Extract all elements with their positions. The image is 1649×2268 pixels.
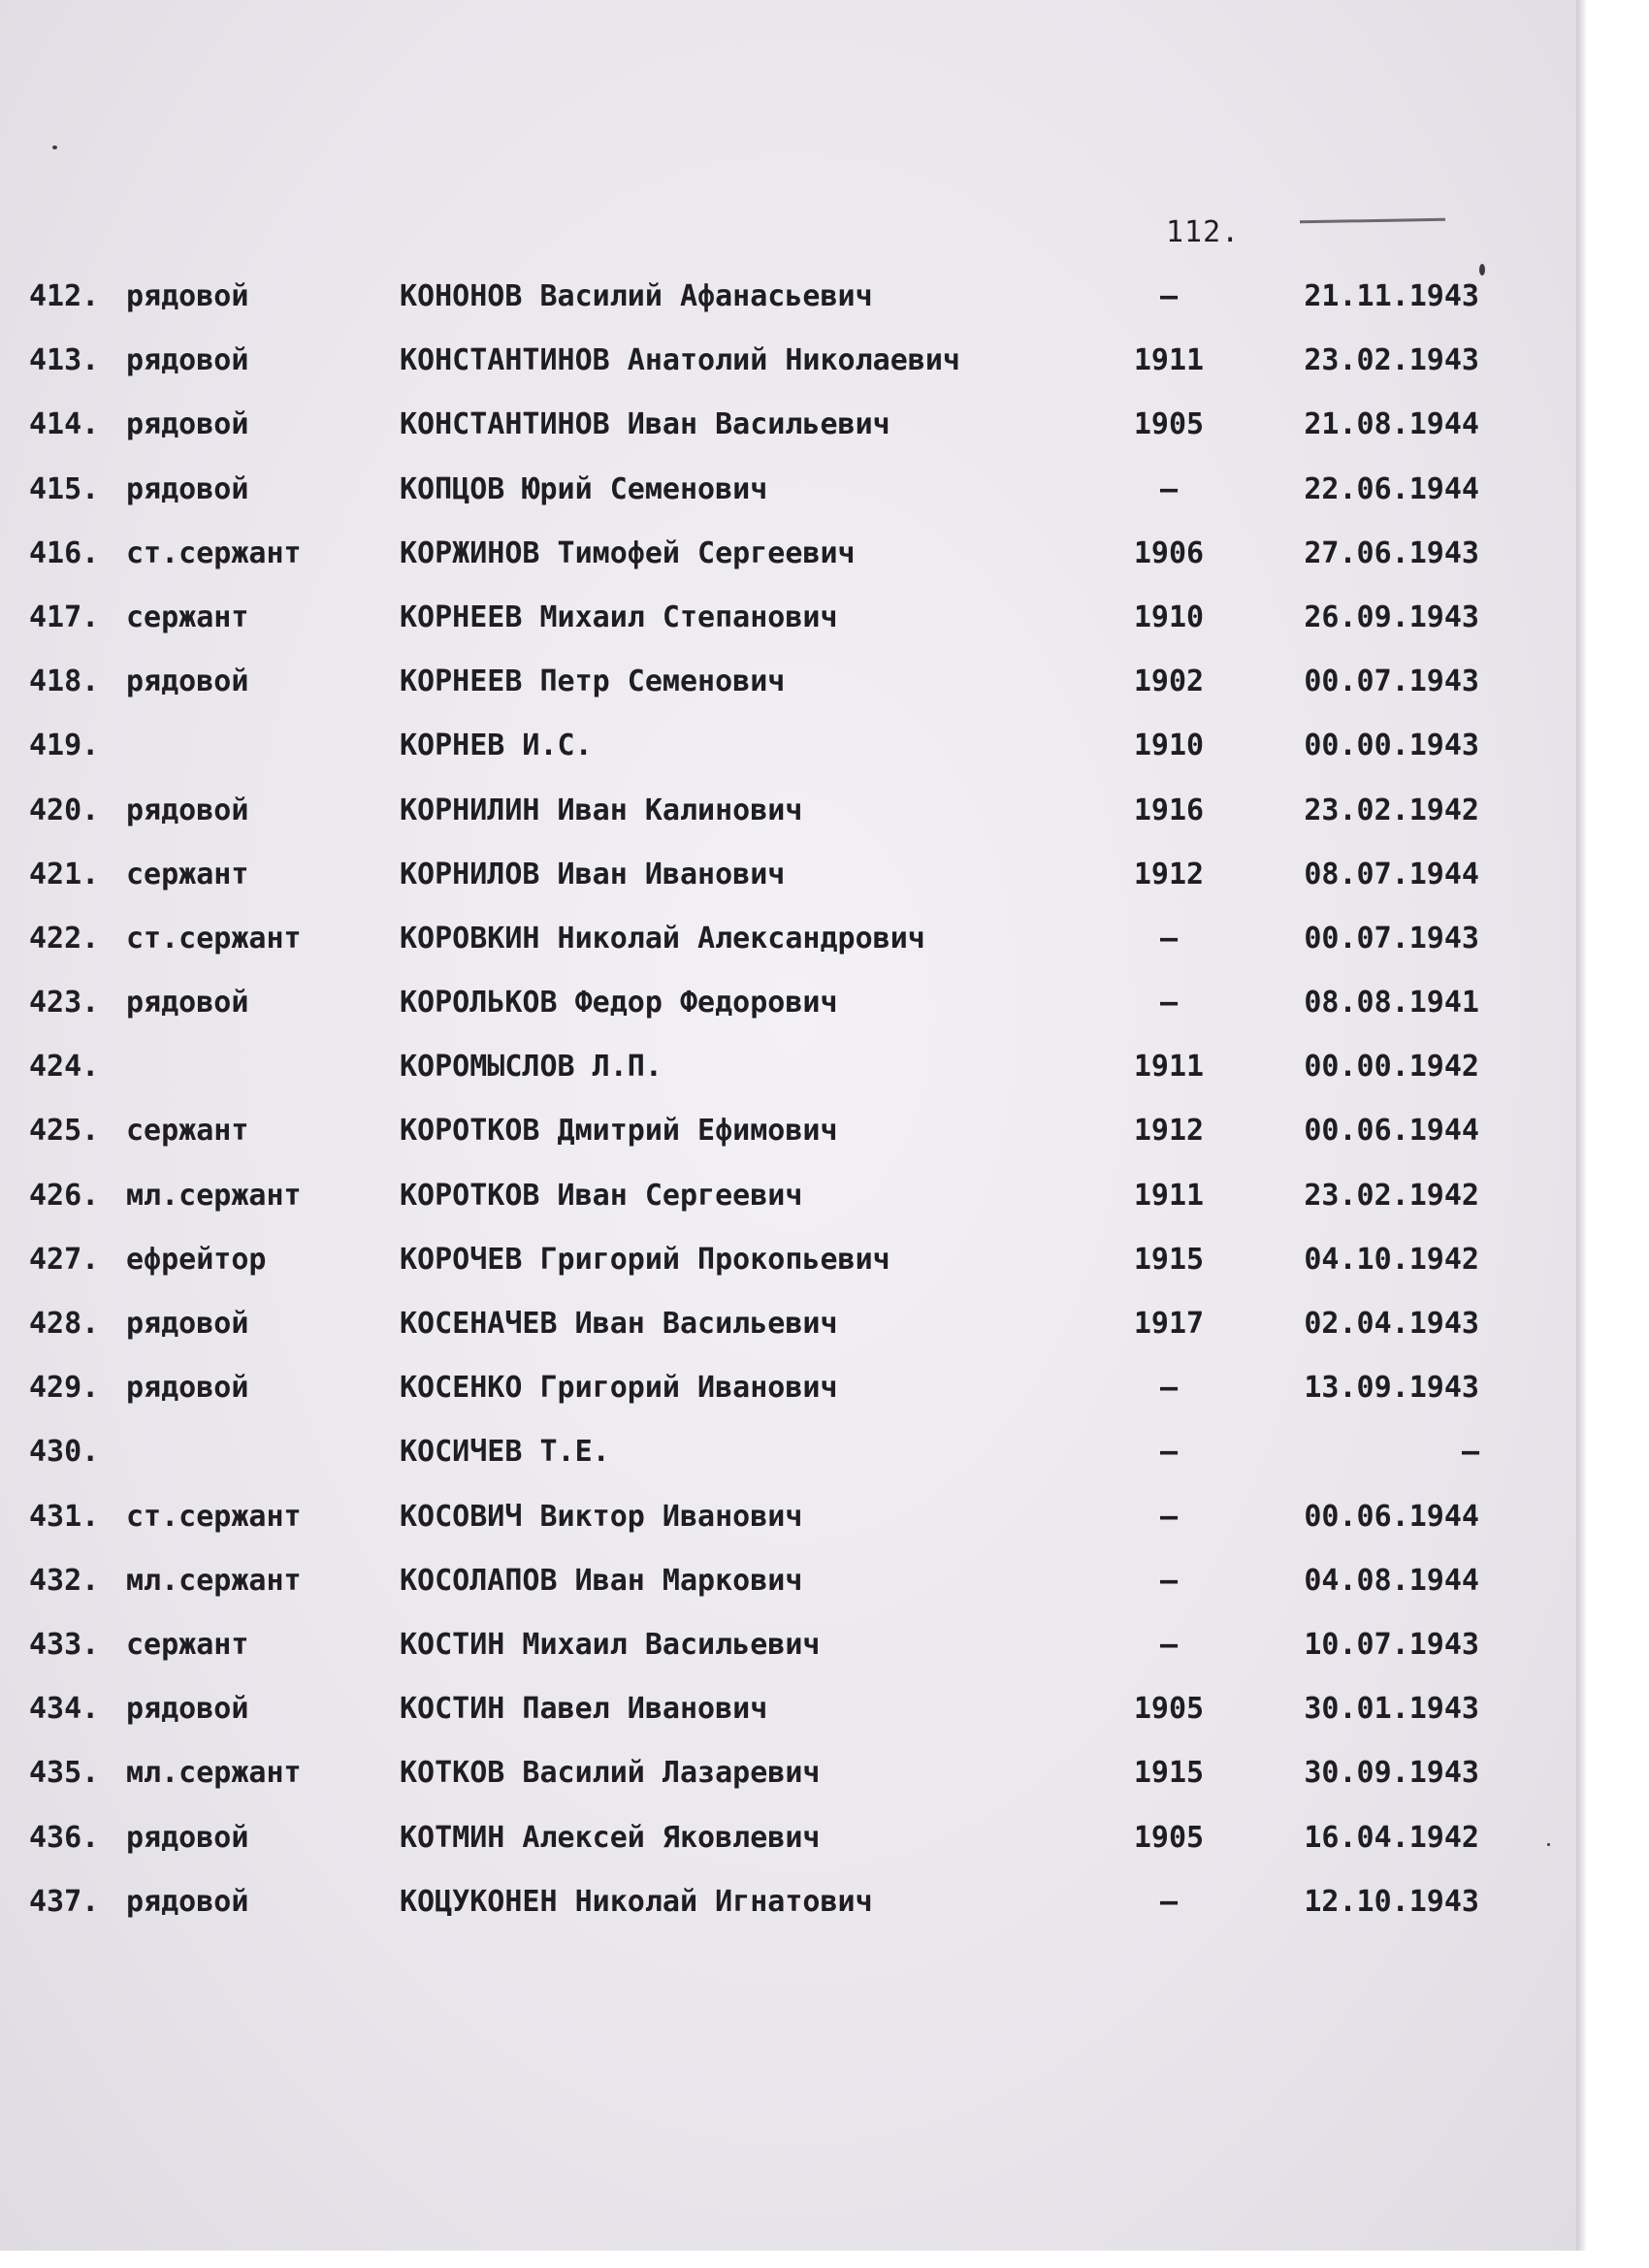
row-rank: ст.сержант bbox=[126, 535, 302, 570]
row-number: 425. bbox=[29, 1114, 100, 1149]
row-date: 04.10.1942 bbox=[1304, 1242, 1479, 1277]
casualty-roster bbox=[0, 274, 1571, 1943]
row-name: КОТКОВ Василий Лазаревич bbox=[400, 1756, 821, 1791]
row-birth-year: – bbox=[1159, 1884, 1179, 1919]
row-date: 00.07.1943 bbox=[1304, 921, 1479, 956]
roster-row bbox=[0, 531, 1571, 595]
row-rank: рядовой bbox=[126, 1371, 249, 1406]
row-date: 02.04.1943 bbox=[1304, 1307, 1479, 1341]
row-birth-year: – bbox=[1159, 986, 1179, 1021]
row-date: 00.00.1943 bbox=[1304, 729, 1479, 763]
row-date: 00.06.1944 bbox=[1304, 1114, 1479, 1149]
roster-row bbox=[0, 1494, 1571, 1558]
roster-row bbox=[0, 980, 1571, 1044]
row-rank: мл.сержант bbox=[126, 1563, 302, 1598]
roster-row bbox=[0, 1365, 1571, 1429]
roster-row bbox=[0, 1750, 1571, 1814]
row-birth-year: 1911 bbox=[1133, 343, 1205, 378]
row-rank: мл.сержант bbox=[126, 1178, 302, 1213]
row-number: 429. bbox=[29, 1371, 100, 1406]
roster-row bbox=[0, 274, 1571, 338]
row-birth-year: – bbox=[1159, 279, 1179, 313]
row-number: 433. bbox=[29, 1627, 100, 1662]
row-birth-year: 1916 bbox=[1133, 793, 1205, 827]
row-name: КОСЕНКО Григорий Иванович bbox=[400, 1371, 838, 1406]
row-date: – bbox=[1461, 1435, 1479, 1470]
row-date: 21.11.1943 bbox=[1304, 279, 1479, 313]
row-number: 422. bbox=[29, 921, 100, 956]
row-number: 415. bbox=[29, 471, 100, 506]
roster-row bbox=[0, 595, 1571, 659]
row-number: 420. bbox=[29, 793, 100, 827]
row-birth-year: 1912 bbox=[1133, 1114, 1205, 1149]
row-number: 428. bbox=[29, 1307, 100, 1341]
roster-row bbox=[0, 1429, 1571, 1493]
roster-row bbox=[0, 1622, 1571, 1686]
roster-row bbox=[0, 788, 1571, 852]
row-name: КОНСТАНТИНОВ Анатолий Николаевич bbox=[400, 343, 960, 378]
scan-edge-shadow bbox=[1576, 0, 1586, 2251]
row-birth-year: 1915 bbox=[1133, 1242, 1205, 1277]
row-number: 417. bbox=[29, 599, 100, 634]
row-number: 423. bbox=[29, 986, 100, 1021]
row-rank: рядовой bbox=[126, 1884, 249, 1919]
roster-row bbox=[0, 659, 1571, 723]
row-rank: мл.сержант bbox=[126, 1756, 302, 1791]
row-name: КОРНЕЕВ Петр Семенович bbox=[400, 664, 786, 699]
row-number: 435. bbox=[29, 1756, 100, 1791]
row-date: 23.02.1942 bbox=[1304, 1178, 1479, 1213]
row-date: 04.08.1944 bbox=[1304, 1563, 1479, 1598]
row-name: КОСТИН Павел Иванович bbox=[400, 1692, 768, 1727]
row-date: 23.02.1943 bbox=[1304, 343, 1479, 378]
row-name: КОСИЧЕВ Т.Е. bbox=[400, 1435, 610, 1470]
row-birth-year: – bbox=[1159, 471, 1179, 506]
row-birth-year: – bbox=[1159, 1627, 1179, 1662]
row-name: КОСЕНАЧЕВ Иван Васильевич bbox=[400, 1307, 838, 1341]
row-name: КОНОНОВ Василий Афанасьевич bbox=[400, 279, 873, 313]
row-number: 424. bbox=[29, 1050, 100, 1085]
roster-row bbox=[0, 1558, 1571, 1622]
row-name: КОРНИЛОВ Иван Иванович bbox=[400, 857, 786, 891]
row-rank: рядовой bbox=[126, 343, 249, 378]
row-date: 22.06.1944 bbox=[1304, 471, 1479, 506]
roster-row bbox=[0, 402, 1571, 466]
row-rank: ефрейтор bbox=[126, 1242, 267, 1277]
row-birth-year: – bbox=[1159, 921, 1179, 956]
row-birth-year: 1915 bbox=[1133, 1756, 1205, 1791]
row-number: 427. bbox=[29, 1242, 100, 1277]
row-date: 30.01.1943 bbox=[1304, 1692, 1479, 1727]
row-rank: ст.сержант bbox=[126, 921, 302, 956]
row-name: КОРОМЫСЛОВ Л.П. bbox=[400, 1050, 663, 1085]
row-name: КОРОЛЬКОВ Федор Федорович bbox=[400, 986, 838, 1021]
row-date: 00.06.1944 bbox=[1304, 1499, 1479, 1534]
roster-row bbox=[0, 338, 1571, 402]
ink-speck bbox=[52, 146, 57, 149]
roster-row bbox=[0, 723, 1571, 787]
row-birth-year: – bbox=[1159, 1371, 1179, 1406]
roster-row bbox=[0, 1686, 1571, 1750]
row-date: 21.08.1944 bbox=[1304, 407, 1479, 442]
row-rank: сержант bbox=[126, 1114, 249, 1149]
row-name: КОПЦОВ Юрий Семенович bbox=[400, 471, 768, 506]
row-name: КОРОТКОВ Дмитрий Ефимович bbox=[400, 1114, 838, 1149]
row-date: 23.02.1942 bbox=[1304, 793, 1479, 827]
row-name: КОРОВКИН Николай Александрович bbox=[400, 921, 925, 956]
row-number: 419. bbox=[29, 729, 100, 763]
row-number: 412. bbox=[29, 279, 100, 313]
row-date: 27.06.1943 bbox=[1304, 535, 1479, 570]
roster-row bbox=[0, 1879, 1571, 1943]
row-number: 431. bbox=[29, 1499, 100, 1534]
row-rank: рядовой bbox=[126, 279, 249, 313]
row-number: 418. bbox=[29, 664, 100, 699]
row-birth-year: – bbox=[1159, 1435, 1179, 1470]
row-name: КОРЖИНОВ Тимофей Сергеевич bbox=[400, 535, 856, 570]
row-birth-year: 1917 bbox=[1133, 1307, 1205, 1341]
roster-row bbox=[0, 852, 1571, 916]
row-number: 414. bbox=[29, 407, 100, 442]
row-name: КОНСТАНТИНОВ Иван Васильевич bbox=[400, 407, 890, 442]
row-name: КОСОЛАПОВ Иван Маркович bbox=[400, 1563, 803, 1598]
roster-row bbox=[0, 1044, 1571, 1108]
row-rank: рядовой bbox=[126, 793, 249, 827]
row-rank: рядовой bbox=[126, 664, 249, 699]
row-rank: сержант bbox=[126, 1627, 249, 1662]
row-rank: рядовой bbox=[126, 1692, 249, 1727]
roster-row bbox=[0, 1815, 1571, 1879]
row-number: 437. bbox=[29, 1884, 100, 1919]
row-date: 16.04.1942 bbox=[1304, 1820, 1479, 1855]
row-rank: рядовой bbox=[126, 1307, 249, 1341]
roster-row bbox=[0, 1301, 1571, 1365]
row-birth-year: 1911 bbox=[1133, 1050, 1205, 1085]
row-birth-year: 1912 bbox=[1133, 857, 1205, 891]
row-date: 00.07.1943 bbox=[1304, 664, 1479, 699]
roster-row bbox=[0, 916, 1571, 980]
roster-row bbox=[0, 1108, 1571, 1172]
row-birth-year: – bbox=[1159, 1563, 1179, 1598]
row-number: 416. bbox=[29, 535, 100, 570]
row-date: 13.09.1943 bbox=[1304, 1371, 1479, 1406]
row-number: 430. bbox=[29, 1435, 100, 1470]
row-name: КОСТИН Михаил Васильевич bbox=[400, 1627, 821, 1662]
row-birth-year: 1910 bbox=[1133, 729, 1205, 763]
row-date: 00.00.1942 bbox=[1304, 1050, 1479, 1085]
row-birth-year: 1910 bbox=[1133, 599, 1205, 634]
row-date: 26.09.1943 bbox=[1304, 599, 1479, 634]
row-number: 426. bbox=[29, 1178, 100, 1213]
row-name: КОРНЕВ И.С. bbox=[400, 729, 593, 763]
row-rank: рядовой bbox=[126, 1820, 249, 1855]
row-name: КОЦУКОНЕН Николай Игнатович bbox=[400, 1884, 873, 1919]
row-name: КОРОЧЕВ Григорий Прокопьевич bbox=[400, 1242, 890, 1277]
row-date: 08.08.1941 bbox=[1304, 986, 1479, 1021]
row-date: 12.10.1943 bbox=[1304, 1884, 1479, 1919]
row-rank: рядовой bbox=[126, 471, 249, 506]
roster-row bbox=[0, 467, 1571, 531]
row-number: 434. bbox=[29, 1692, 100, 1727]
row-rank: рядовой bbox=[126, 407, 249, 442]
row-rank: рядовой bbox=[126, 986, 249, 1021]
row-rank: сержант bbox=[126, 857, 249, 891]
row-date: 30.09.1943 bbox=[1304, 1756, 1479, 1791]
row-birth-year: 1905 bbox=[1133, 1692, 1205, 1727]
row-birth-year: 1905 bbox=[1133, 407, 1205, 442]
row-name: КОРНЕЕВ Михаил Степанович bbox=[400, 599, 838, 634]
row-number: 432. bbox=[29, 1563, 100, 1598]
row-name: КОРОТКОВ Иван Сергеевич bbox=[400, 1178, 803, 1213]
row-birth-year: 1906 bbox=[1133, 535, 1205, 570]
row-name: КОТМИН Алексей Яковлевич bbox=[400, 1820, 821, 1855]
row-date: 08.07.1944 bbox=[1304, 857, 1479, 891]
row-birth-year: 1911 bbox=[1133, 1178, 1205, 1213]
row-birth-year: – bbox=[1159, 1499, 1179, 1534]
row-number: 413. bbox=[29, 343, 100, 378]
row-rank: сержант bbox=[126, 599, 249, 634]
row-name: КОРНИЛИН Иван Калинович bbox=[400, 793, 803, 827]
row-date: 10.07.1943 bbox=[1304, 1627, 1479, 1662]
row-birth-year: 1905 bbox=[1133, 1820, 1205, 1855]
row-birth-year: 1902 bbox=[1133, 664, 1205, 699]
roster-row bbox=[0, 1237, 1571, 1301]
row-number: 421. bbox=[29, 857, 100, 891]
page-number: 112. bbox=[1166, 215, 1241, 249]
row-number: 436. bbox=[29, 1820, 100, 1855]
row-name: КОСОВИЧ Виктор Иванович bbox=[400, 1499, 803, 1534]
row-rank: ст.сержант bbox=[126, 1499, 302, 1534]
roster-row bbox=[0, 1173, 1571, 1237]
